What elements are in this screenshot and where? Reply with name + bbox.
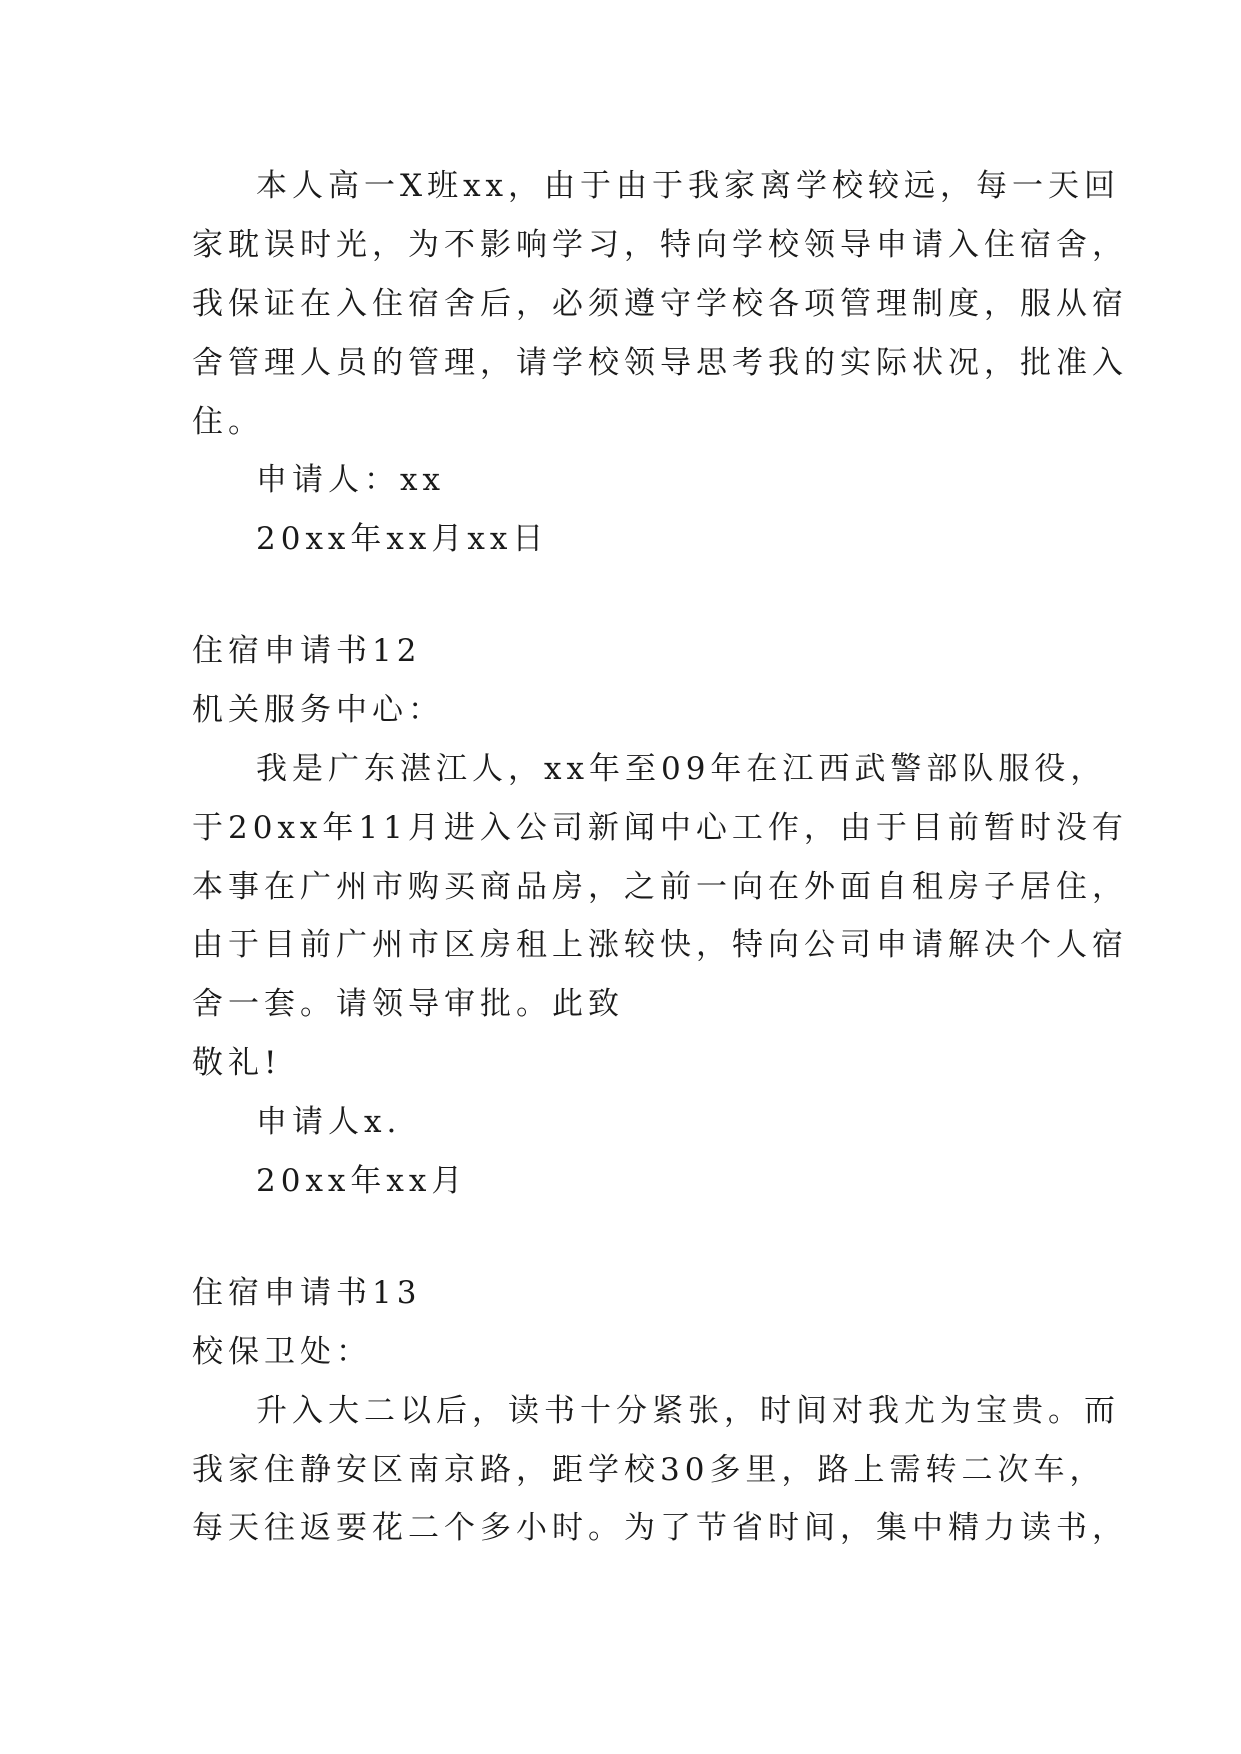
paragraph-line: 家耽误时光，为不影响学习，特向学校领导申请入住宿舍，	[192, 227, 1128, 263]
paragraph-line: 由于目前广州市区房租上涨较快，特向公司申请解决个人宿	[192, 927, 1128, 963]
applicant-signature: 申请人：xx	[256, 462, 445, 498]
recipient: 校保卫处：	[192, 1334, 372, 1370]
section-title: 住宿申请书12	[192, 633, 422, 669]
paragraph-line: 本事在广州市购买商品房，之前一向在外面自租房子居住，	[192, 869, 1128, 905]
applicant-signature: 申请人x.	[256, 1104, 402, 1140]
recipient: 机关服务中心：	[192, 692, 444, 728]
application-date: 20xx年xx月xx日	[256, 521, 549, 557]
paragraph-line: 舍一套。请领导审批。此致	[192, 986, 624, 1022]
paragraph-line: 舍管理人员的管理，请学校领导思考我的实际状况，批准入	[192, 345, 1128, 381]
section-title: 住宿申请书13	[192, 1275, 422, 1311]
paragraph-line: 住。	[192, 404, 264, 440]
paragraph-line: 我保证在入住宿舍后，必须遵守学校各项管理制度，服从宿	[192, 286, 1128, 322]
paragraph-line: 升入大二以后，读书十分紧张，时间对我尤为宝贵。而	[256, 1393, 1120, 1429]
paragraph-line: 我家住静安区南京路，距学校30多里，路上需转二次车，	[192, 1452, 1106, 1488]
application-date: 20xx年xx月	[256, 1163, 468, 1199]
paragraph-line: 每天往返要花二个多小时。为了节省时间，集中精力读书，	[192, 1510, 1128, 1546]
paragraph-line: 于20xx年11月进入公司新闻中心工作，由于目前暂时没有	[192, 810, 1128, 846]
paragraph-line: 我是广东湛江人，xx年至09年在江西武警部队服役，	[256, 751, 1107, 787]
paragraph-line: 本人高一X班xx，由于由于我家离学校较远，每一天回	[256, 168, 1121, 204]
closing-salutation: 敬礼!	[192, 1045, 282, 1081]
